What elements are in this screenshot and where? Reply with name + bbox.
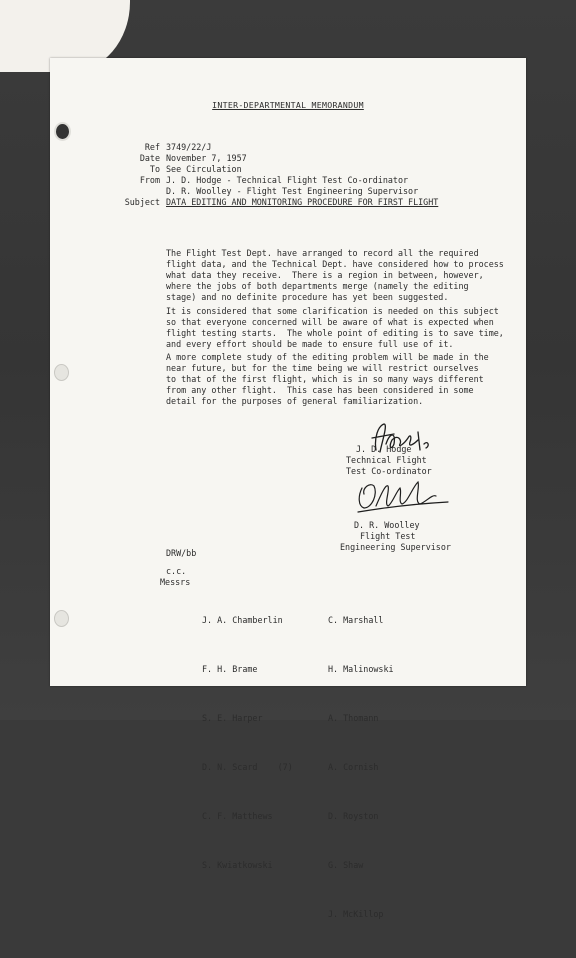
- signatory-1-title-1: Technical Flight: [346, 455, 427, 465]
- ref-label: Ref: [144, 142, 160, 152]
- body-paragraph-1: The Flight Test Dept. have arranged to record all the required flight data, and the Technical Dept. have considered how to process what data they receive. There is a region in between, however, where the jobs of both departments merge (namely the editing stage) and no definite procedure has yet been suggested.: [166, 248, 504, 302]
- to-label: To: [149, 164, 160, 174]
- signatory-1-name: J. D. Hodge: [356, 444, 412, 454]
- cc-name: S. Kwiatkowski: [202, 860, 273, 870]
- subject-value: DATA EDITING AND MONITORING PROCEDURE FOR FIRST FLIGHT: [166, 197, 439, 207]
- typist-initials: DRW/bb: [166, 548, 197, 558]
- cc-name: C. Marshall: [328, 615, 384, 625]
- cc-name: D. N. Scard (7): [202, 762, 293, 772]
- to-value: See Circulation: [166, 164, 242, 174]
- subject-label: Subject: [124, 197, 160, 207]
- cc-name: J. McKillop: [328, 909, 384, 919]
- woolley-signature: [352, 474, 452, 522]
- cc-name: A. Thomann: [328, 713, 379, 723]
- body-paragraph-2: It is considered that some clarification is needed on this subject so that everyone concerned will be aware of what is expected when flight testing starts. The whole point of editing is to save time, and every effort should be made to ensure full use of it.: [166, 306, 504, 349]
- messrs-label: Messrs: [160, 577, 191, 587]
- ref-value: 3749/22/J: [166, 142, 212, 152]
- signatory-2-title-2: Engineering Supervisor: [340, 542, 451, 552]
- signatory-1-title-2: Test Co-ordinator: [346, 466, 432, 476]
- cc-name: F. H. Brame: [202, 664, 258, 674]
- cc-name: C. F. Matthews: [202, 811, 273, 821]
- cc-name: G. Shaw: [328, 860, 364, 870]
- date-label: Date: [139, 153, 160, 163]
- cc-name: H. Malinowski: [328, 664, 394, 674]
- cc-label: c.c.: [166, 566, 187, 576]
- cc-name: J. A. Chamberlin: [202, 615, 283, 625]
- from-value-1: J. D. Hodge - Technical Flight Test Co-ordinator: [166, 175, 409, 185]
- from-value-2: D. R. Woolley - Flight Test Engineering Supervisor: [166, 186, 419, 196]
- memo-title: INTER-DEPARTMENTAL MEMORANDUM: [212, 100, 364, 110]
- body-paragraph-3: A more complete study of the editing problem will be made in the near future, but for the time being we will restrict ourselves to that of the first flight, which is in so many ways different from any other flight. This case has been considered in some detail for the purposes of general familiarization.: [166, 352, 489, 406]
- cc-name: S. E. Harper: [202, 713, 263, 723]
- cc-name: A. Cornish: [328, 762, 379, 772]
- signatory-2-name: D. R. Woolley: [354, 520, 420, 530]
- from-label: From: [139, 175, 160, 185]
- signatory-2-title-1: Flight Test: [360, 531, 416, 541]
- punch-hole-bottom: [54, 610, 69, 627]
- cc-list-right: [328, 577, 394, 958]
- date-value: November 7, 1957: [166, 153, 247, 163]
- punch-hole-top: [54, 122, 71, 141]
- cc-name: D. Royston: [328, 811, 379, 821]
- cc-list-left: [202, 577, 293, 909]
- punch-hole-middle: [54, 364, 69, 381]
- memo-page: [50, 58, 526, 919]
